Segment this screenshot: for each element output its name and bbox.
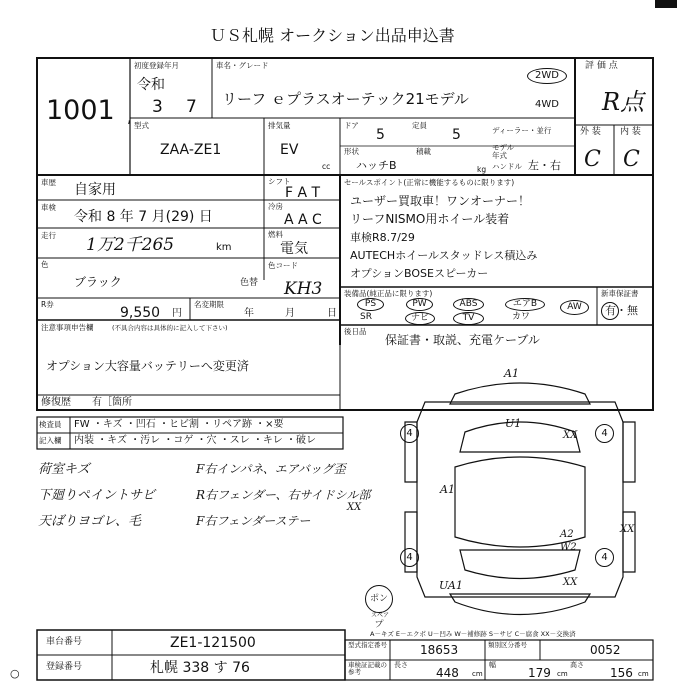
load-unit: kg [477, 165, 487, 174]
dealer-label: ディーラー・並行 [492, 126, 552, 135]
registration-month: 7 [186, 97, 197, 117]
drive-2wd-circled: 2WD [527, 68, 567, 84]
handle-label: ハンドル [492, 162, 522, 171]
equip-abs: ABS [453, 298, 484, 311]
registration-era: 令和 [137, 77, 165, 93]
mileage-unit: km [216, 242, 232, 253]
name-change-day: 日 [327, 308, 337, 319]
sales-point-2: リーフNISMO用ホイール装着 [350, 212, 510, 226]
notes-label: 注意事項申告欄 [41, 323, 94, 332]
sales-point-5: オプションBOSEスピーカー [350, 267, 489, 280]
registration-year: 3 [152, 97, 163, 117]
page-title: ＵＳ札幌 オークション出品申込書 [210, 26, 455, 45]
hand-note-4: F右インパネ、エアバッグ歪 [196, 462, 346, 476]
equip-sr: SR [360, 312, 372, 322]
interior-grade: C [623, 147, 640, 172]
equip-tv: TV [453, 312, 484, 325]
model-year-label: モデル年式 [492, 143, 515, 160]
recycle-value: 9,550 [120, 305, 161, 321]
sales-point-1: ユーザー買取車！ワンオーナー！ [350, 194, 531, 208]
spare-label: スペア [371, 612, 390, 619]
warranty-label: 新車保証書 [601, 289, 639, 298]
width-value: 179 [528, 666, 551, 680]
displacement-value: EV [280, 142, 299, 158]
model-spec-label: 型式指定番号 [348, 641, 387, 649]
warranty-value: 有・無 [605, 304, 638, 317]
mark-right-xx: XX [620, 524, 635, 535]
footer-dot: ○ [10, 667, 20, 680]
plate-label: 登録番号 [46, 662, 83, 672]
exterior-grade: C [584, 147, 601, 172]
mark-right-a2: A2 [560, 529, 574, 540]
equip-aw: AW [560, 300, 589, 315]
height-label: 高さ [570, 661, 584, 669]
repair-value: 有［箇所 [92, 397, 132, 408]
sales-point-4: AUTECHホイールスタッドレス積込み [350, 249, 538, 262]
history-value: 自家用 [74, 182, 116, 198]
equip-pw: PW [406, 298, 433, 311]
length-value: 448 [436, 666, 459, 680]
class-value: 0052 [590, 643, 621, 657]
car-name: リーフ ｅプラスオーテック21モデル [222, 90, 469, 108]
name-change-month: 月 [285, 308, 295, 319]
fill-items: 内装 ・キズ ・汚レ ・コゲ ・穴 ・スレ ・キレ ・破レ [74, 435, 316, 446]
mark-hood-u1: U1 [505, 417, 522, 430]
doors-label: ドア [344, 121, 359, 130]
body-value: ハッチB [356, 159, 397, 172]
repair-label: 修復歴 [41, 397, 71, 408]
equip-navi: ナビ [405, 312, 435, 325]
model-spec-value: 18653 [420, 643, 459, 657]
width-label: 幅 [489, 661, 496, 669]
exterior-label: 外 装 [580, 127, 601, 137]
car-name-label: 車名・グレード [216, 61, 269, 70]
mark-rear-ua1: UA1 [439, 579, 463, 592]
mark-front-a1: A1 [504, 367, 519, 380]
notes-hint: (不具合内容は具体的に記入して下さい) [112, 324, 228, 332]
ac-label: 冷房 [268, 202, 283, 211]
fill-label: 記入欄 [39, 436, 62, 445]
equip-airbag: エアB [505, 298, 545, 311]
lot-comma: , [127, 108, 132, 126]
length-unit: cm [472, 670, 483, 678]
hand-note-1: 荷室キズ [38, 462, 90, 477]
length-label: 長さ [394, 661, 408, 669]
mark-front-right-xx: XX [563, 430, 578, 441]
doors-value: 5 [376, 127, 385, 143]
shift-label: シフト [268, 177, 291, 186]
mark-left-a1: A1 [440, 483, 455, 496]
mark-rear-right-xx: XX [563, 577, 578, 588]
tire-rr-icon: 4 [595, 548, 614, 567]
spare-tire-icon: ポンプ [365, 585, 393, 613]
recycle-unit: 円 [172, 308, 182, 319]
inspector-label: 検査員 [39, 420, 62, 429]
mileage-value: 1万2千265 [86, 235, 175, 255]
papers-value: 保証書・取説、充電ケーブル [385, 333, 540, 347]
class-label: 類別区分番号 [488, 641, 527, 649]
color-code-value: KH3 [284, 279, 323, 299]
hand-note-3: 天ばりヨゴレ、毛 [38, 514, 141, 529]
color-value: ブラック [74, 275, 122, 289]
damage-legend: A－キズ E－エクボ U－凹み W－補修跡 S－サビ C－腐食 XX－交換済 [370, 630, 576, 638]
evaluation-label: 評 価 点 [585, 61, 618, 71]
lot-number: 1001 [46, 95, 115, 126]
height-value: 156 [610, 666, 633, 680]
inspection-label: 車検 [41, 203, 56, 212]
chassis-value: ZE1-121500 [170, 635, 256, 651]
name-change-label: 名変期限 [194, 300, 224, 309]
notes-value: オプション大容量バッテリーへ変更済 [46, 359, 249, 373]
sales-point-3: 車検R8.7/29 [350, 231, 415, 244]
plate-value: 札幌 338 す 76 [150, 660, 250, 676]
inspection-value: 令和 8 年 7 月(29) 日 [74, 209, 213, 225]
capacity-value: 5 [452, 127, 461, 143]
hand-note-6: F右フェンダーステー [196, 514, 311, 528]
model-label: 型式 [134, 121, 149, 130]
interior-label: 内 装 [620, 127, 641, 137]
equip-ps: PS [357, 298, 384, 311]
width-unit: cm [557, 670, 568, 678]
chassis-label: 車台番号 [46, 637, 83, 647]
handle-value: 左・右 [528, 159, 561, 172]
shift-value: F A T [285, 185, 321, 201]
drive-4wd: 4WD [535, 99, 559, 110]
registration-label: 初度登録年月 [134, 61, 179, 70]
model-value: ZAA-ZE1 [160, 142, 222, 158]
mark-door-xx: XX [347, 502, 362, 513]
sales-points-label: セールスポイント(正常に機能するものに限ります) [344, 178, 515, 187]
ac-value: A A C [284, 212, 322, 228]
color-change-label: 色替 [240, 278, 259, 288]
hand-note-5: R右フェンダー、右サイドシル部 [196, 488, 371, 502]
history-label: 車歴 [41, 178, 56, 187]
warranty-circle [601, 302, 619, 320]
inspector-items: FW ・キズ ・凹石 ・ヒビ割 ・リペア跡 ・×要 [74, 419, 284, 430]
color-label: 色 [41, 260, 49, 269]
papers-label: 後日品 [344, 327, 367, 336]
car-damage-diagram [385, 372, 655, 630]
displacement-label: 排気量 [268, 121, 291, 130]
equipment-label: 装備品(純正品に限ります) [344, 289, 433, 298]
displacement-unit: cc [322, 162, 331, 171]
mark-right-w2: W2 [560, 542, 577, 553]
fuel-label: 燃料 [268, 230, 283, 239]
mileage-label: 走行 [41, 231, 56, 240]
capacity-label: 定員 [412, 121, 427, 130]
load-label: 積載 [416, 147, 431, 156]
tire-fl-icon: 4 [400, 424, 419, 443]
tire-fr-icon: 4 [595, 424, 614, 443]
body-label: 形状 [344, 147, 359, 156]
color-code-label: 色コード [268, 261, 298, 270]
tire-rl-icon: 4 [400, 548, 419, 567]
recycle-label: R券 [41, 300, 54, 309]
fuel-value: 電気 [280, 241, 308, 257]
equip-leather: カワ [512, 312, 531, 322]
name-change-year: 年 [244, 308, 254, 319]
dims-label: 車検証記載の参考 [348, 661, 387, 677]
hand-note-2: 下廻りペイントサビ [38, 488, 156, 503]
height-unit: cm [638, 670, 649, 678]
evaluation-score: R点 [602, 88, 645, 116]
